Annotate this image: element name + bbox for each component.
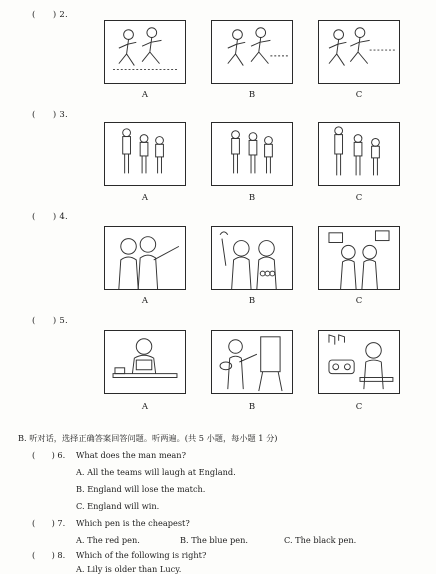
question-7-option-a: A. The red pen. [76, 535, 140, 545]
q4-option-a-picture [104, 226, 186, 290]
q3-option-b-picture [211, 122, 293, 186]
q3-option-a-picture [104, 122, 186, 186]
q5-option-c-picture [318, 330, 400, 394]
q5-option-b-picture [211, 330, 293, 394]
q2-option-b-label: B [248, 90, 256, 100]
question-6-option-c: C. England will win. [76, 501, 160, 511]
two-boys-pointing-icon [105, 227, 185, 289]
q3-option-c-label: C [355, 193, 363, 203]
q3-option-c-picture [318, 122, 400, 186]
question-6-option-a: A. All the teams will laugh at England. [76, 467, 236, 477]
q5-option-b-label: B [248, 402, 256, 412]
question-4-number: ( ) 4. [32, 212, 68, 222]
q3-option-b-label: B [248, 193, 256, 203]
question-8-number: ( ) 8. [32, 550, 66, 560]
section-b-heading: B. 听对话，选择正确答案回答问题。听两遍。(共 5 小题，每小题 1 分) [18, 433, 278, 443]
q4-option-b-label: B [248, 296, 256, 306]
q2-option-a-picture [104, 20, 186, 84]
q5-option-c-label: C [355, 402, 363, 412]
three-people-standing-icon [319, 123, 399, 185]
q5-option-a-label: A [141, 402, 149, 412]
three-people-standing-icon [212, 123, 292, 185]
q4-option-a-label: A [141, 296, 149, 306]
question-7-text: Which pen is the cheapest? [76, 518, 190, 528]
q2-option-a-label: A [141, 90, 149, 100]
question-7-option-b: B. The blue pen. [180, 535, 248, 545]
question-6-text: What does the man mean? [76, 450, 186, 460]
question-3-number: ( ) 3. [32, 110, 68, 120]
q2-option-c-label: C [355, 90, 363, 100]
question-7-option-c: C. The black pen. [284, 535, 357, 545]
two-runners-icon [319, 21, 399, 83]
q4-option-b-picture [211, 226, 293, 290]
girl-painting-icon [212, 331, 292, 393]
girl-listening-music-icon [319, 331, 399, 393]
two-runners-icon [105, 21, 185, 83]
girl-reading-icon [105, 331, 185, 393]
group-celebrating-icon [319, 227, 399, 289]
question-5-number: ( ) 5. [32, 316, 68, 326]
question-8-text: Which of the following is right? [76, 550, 207, 560]
q2-option-c-picture [318, 20, 400, 84]
question-8-option-a: A. Lily is older than Lucy. [76, 564, 182, 574]
q4-option-c-label: C [355, 296, 363, 306]
q3-option-a-label: A [141, 193, 149, 203]
question-6-option-b: B. England will lose the match. [76, 484, 206, 494]
q5-option-a-picture [104, 330, 186, 394]
olympic-torch-icon [212, 227, 292, 289]
question-7-number: ( ) 7. [32, 518, 66, 528]
q2-option-b-picture [211, 20, 293, 84]
q4-option-c-picture [318, 226, 400, 290]
three-people-standing-icon [105, 123, 185, 185]
two-runners-icon [212, 21, 292, 83]
question-2-number: ( ) 2. [32, 10, 68, 20]
question-6-number: ( ) 6. [32, 450, 66, 460]
